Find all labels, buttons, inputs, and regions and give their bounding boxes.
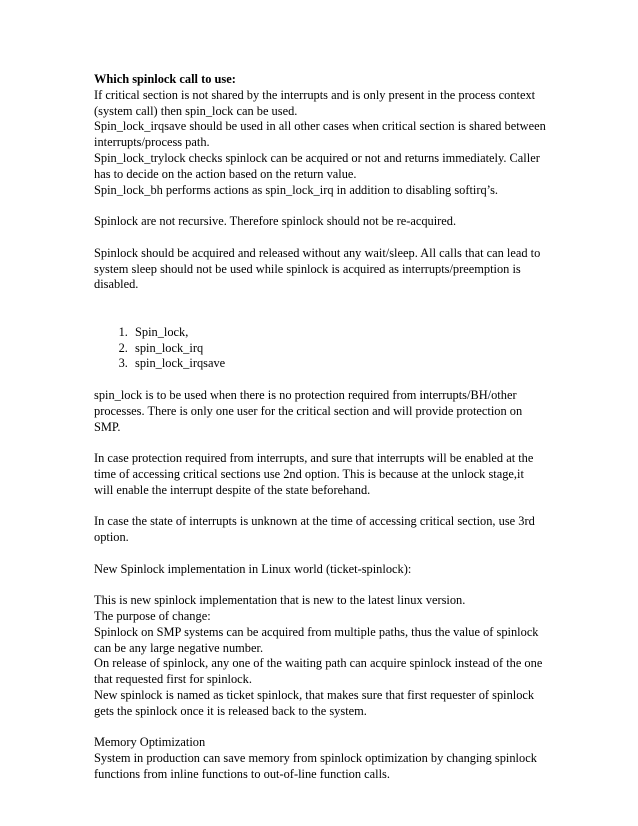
option-2-paragraph: In case protection required from interrupts, and sure that interrupts will be enabled at the time of accessing critical sections use 2nd option. This is because at the unlock stage,it will enable the interrupt despite of the state beforehand. [94, 451, 534, 497]
ticket-line-2: The purpose of change: [94, 609, 211, 624]
list-item: 2. spin_lock_irq [131, 341, 546, 357]
intro-paragraph-1: If critical section is not shared by the interrupts and is only present in the process context (system call) then spin_lock can be used. [94, 87, 536, 118]
ticket-line-5: New spinlock is named as ticket spinlock, that makes sure that first requester of spinlock gets the spinlock once it is released back to the system. [94, 688, 535, 718]
intro-paragraph-3: Spin_lock_trylock checks spinlock can be acquired or not and returns immediately. Caller has to decide on the action based on the return value. [94, 150, 540, 181]
memory-optimization-heading: Memory Optimization [94, 735, 206, 750]
list-item: 1. Spin_lock, [131, 325, 546, 341]
no-sleep-paragraph: Spinlock should be acquired and released without any wait/sleep. All calls that can lead to system sleep should not be used while spinlock is acquired as interrupts/preemption is disabled. [94, 245, 541, 292]
option-3-paragraph: In case the state of interrupts is unknown at the time of accessing critical section, use 3rd option. [94, 514, 535, 545]
spinlock-options-list [94, 325, 546, 372]
ticket-spinlock-heading: New Spinlock implementation in Linux world (ticket-spinlock): [94, 561, 412, 576]
intro-paragraph-4: Spin_lock_bh performs actions as spin_lock_irq in addition to disabling softirq’s. [94, 182, 499, 197]
document-body [94, 72, 546, 783]
memory-optimization-paragraph: System in production can save memory from spinlock optimization by changing spinlock functions from inline functions to out-of-line function calls. [94, 751, 537, 782]
ticket-line-1: This is new spinlock implementation that is new to the latest linux version. [94, 593, 466, 608]
not-recursive-paragraph: Spinlock are not recursive. Therefore spinlock should not be re-acquired. [94, 214, 457, 229]
ticket-line-3: Spinlock on SMP systems can be acquired from multiple paths, thus the value of spinlock can be any large negative number. [94, 624, 539, 655]
option-1-paragraph: spin_lock is to be used when there is no protection required from interrupts/BH/other processes. There is only one user for the critical section and will provide protection on SMP. [94, 387, 523, 434]
list-item: 3. spin_lock_irqsave [131, 356, 546, 372]
intro-paragraph-2: Spin_lock_irqsave should be used in all other cases when critical section is shared between interrupts/process path. [94, 119, 546, 150]
ticket-line-4: On release of spinlock, any one of the waiting path can acquire spinlock instead of the one that requested first for spinlock. [94, 656, 543, 687]
section-title: Which spinlock call to use: [94, 72, 236, 86]
